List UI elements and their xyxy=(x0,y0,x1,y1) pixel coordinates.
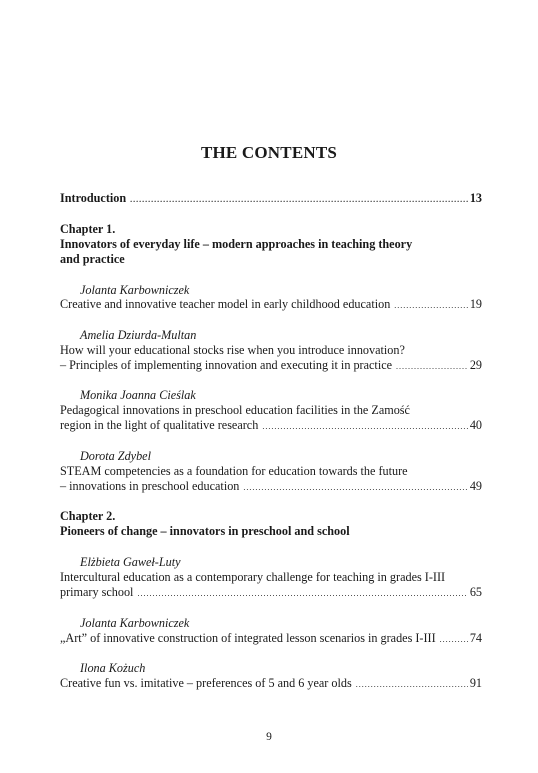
toc-entry-title: „Art” of innovative construction of integrated lesson scenarios in grades I-III xyxy=(60,631,436,645)
toc-entry-author: Ilona Kożuch xyxy=(80,661,146,675)
toc-page-number: 91 xyxy=(469,676,482,690)
toc-entry-zdybel[interactable] xyxy=(60,479,482,494)
dot-leader xyxy=(396,359,468,374)
chapter-1-title: Innovators of everyday life – modern approaches in teaching theory xyxy=(60,237,413,251)
toc-entry-title-continued: primary school xyxy=(60,585,134,599)
toc-entry-title[interactable]: Intercultural education as a contemporary challenge for teaching in grades I-III xyxy=(60,570,446,584)
page-title: THE CONTENTS xyxy=(200,143,338,162)
chapter-2-title: Pioneers of change – innovators in preschool and school xyxy=(60,524,350,538)
toc-page-number: 13 xyxy=(469,191,482,205)
chapter-1-label: Chapter 1. xyxy=(60,222,116,236)
toc-entry-author: Elżbieta Gaweł-Luty xyxy=(80,555,181,569)
toc-page-number: 74 xyxy=(469,631,482,645)
toc-entry-title: Creative fun vs. imitative – preferences of 5 and 6 year olds xyxy=(60,676,352,690)
toc-entry-author: Amelia Dziurda-Multan xyxy=(80,328,197,342)
toc-entry-title-continued: – innovations in preschool education xyxy=(60,479,240,493)
toc-entry-introduction[interactable] xyxy=(60,191,482,206)
chapter-1-title-continued: and practice xyxy=(60,252,125,266)
dot-leader xyxy=(262,419,467,434)
toc-entry-author: Jolanta Karbowniczek xyxy=(80,616,190,630)
dot-leader xyxy=(243,480,467,495)
dot-leader xyxy=(440,632,468,647)
toc-page-number: 29 xyxy=(469,358,482,372)
dot-leader xyxy=(394,298,468,313)
chapter-2-label: Chapter 2. xyxy=(60,509,116,523)
toc-page-number: 40 xyxy=(469,418,482,432)
toc-entry-author: Monika Joanna Cieślak xyxy=(80,388,196,402)
toc-page-number: 49 xyxy=(469,479,482,493)
toc-entry-author: Dorota Zdybel xyxy=(80,449,151,463)
toc-entry-gawel-luty[interactable] xyxy=(60,585,482,600)
dot-leader xyxy=(130,192,468,207)
toc-entry-title-continued: region in the light of qualitative research xyxy=(60,418,259,432)
toc-entry-dziurda-multan[interactable] xyxy=(60,358,482,373)
toc-entry-karbowniczek-2[interactable] xyxy=(60,631,482,646)
toc-entry-title: Introduction xyxy=(60,191,127,205)
toc-page-number: 19 xyxy=(469,297,482,311)
page-number: 9 xyxy=(266,731,272,743)
dot-leader xyxy=(137,586,467,601)
toc-entry-title[interactable]: How will your educational stocks rise when you introduce innovation? xyxy=(60,343,405,357)
toc-page-number: 65 xyxy=(469,585,482,599)
toc-entry-karbowniczek-1[interactable] xyxy=(60,297,482,312)
toc-entry-title-continued: – Principles of implementing innovation and executing it in practice xyxy=(60,358,393,372)
dot-leader xyxy=(356,677,468,692)
toc-entry-title[interactable]: Pedagogical innovations in preschool education facilities in the Zamość xyxy=(60,403,410,417)
toc-entry-title[interactable]: STEAM competencies as a foundation for education towards the future xyxy=(60,464,408,478)
toc-entry-title: Creative and innovative teacher model in early childhood education xyxy=(60,297,391,311)
toc-entry-cieslak[interactable] xyxy=(60,418,482,433)
toc-entry-author: Jolanta Karbowniczek xyxy=(80,283,190,297)
toc-entry-kozuch[interactable] xyxy=(60,676,482,691)
